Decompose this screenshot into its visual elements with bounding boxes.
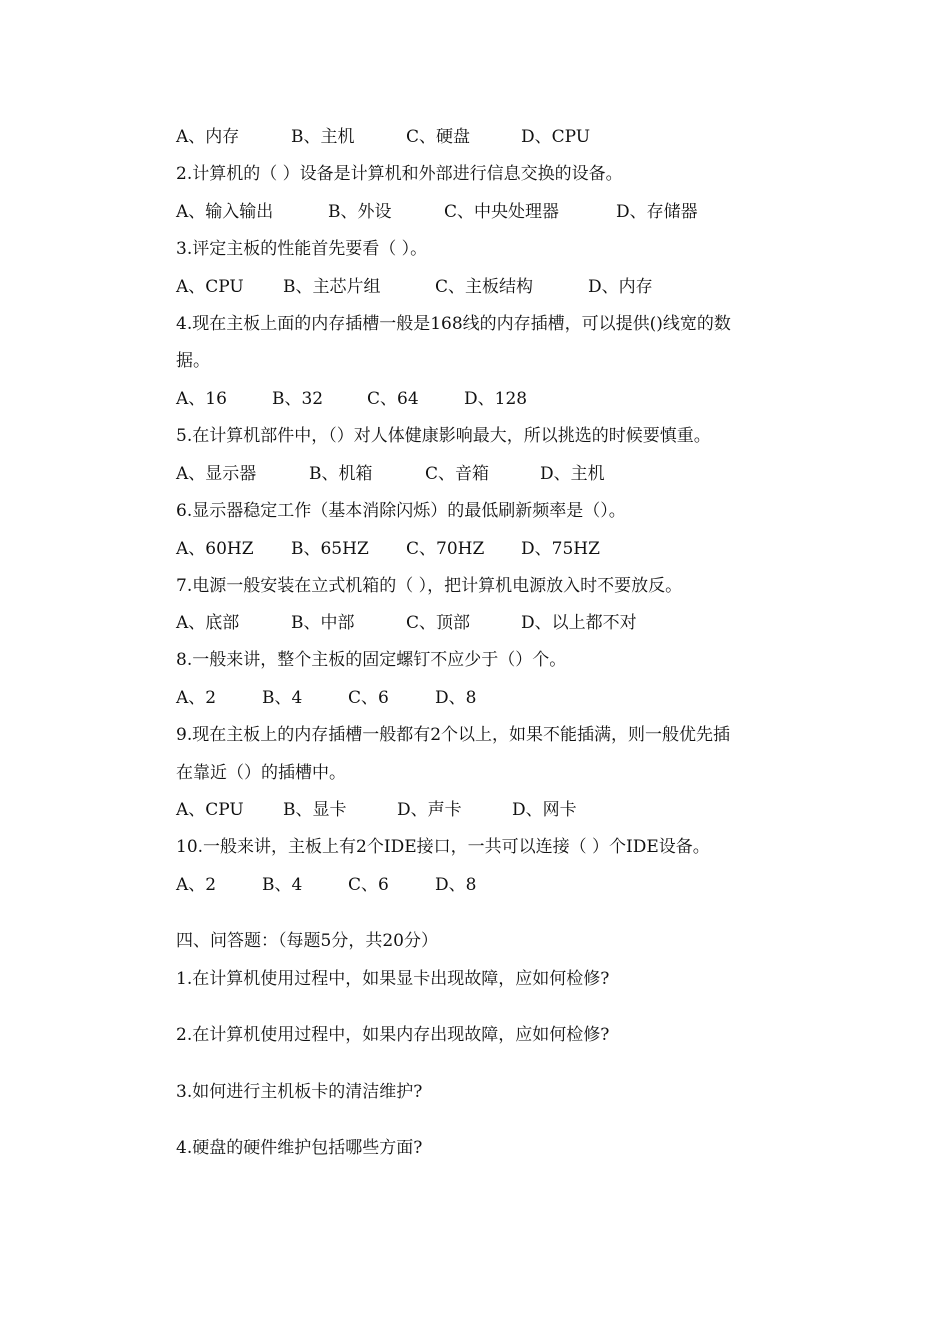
- q10-option-d: D、8: [435, 875, 477, 895]
- q5-options: [176, 459, 826, 489]
- q3-question: 3.评定主板的性能首先要看（ ）。: [176, 239, 428, 259]
- q8-question: 8.一般来讲，整个主板的固定螺钉不应少于（）个。: [176, 650, 567, 670]
- q7-option-a: A、底部: [176, 613, 240, 633]
- q3-options: [176, 272, 826, 302]
- q9-option-c: D、声卡: [397, 800, 462, 820]
- q10-option-c: C、6: [348, 875, 389, 895]
- q4-options: [176, 384, 826, 414]
- q8-options: [176, 683, 826, 713]
- q7-option-c: C、顶部: [406, 613, 471, 633]
- q6-option-a: A、60HZ: [176, 539, 254, 559]
- q4-option-d: D、128: [464, 389, 528, 409]
- section4-question-4: 4.硬盘的硬件维护包括哪些方面?: [176, 1138, 423, 1158]
- q2-option-b: B、外设: [328, 202, 392, 222]
- q8-option-c: C、6: [348, 688, 389, 708]
- q2-option-a: A、输入输出: [176, 202, 274, 222]
- q6-options: [176, 534, 826, 564]
- q5-question: 5.在计算机部件中，（）对人体健康影响最大，所以挑选的时候要慎重。: [176, 426, 711, 446]
- q9-options: [176, 795, 826, 825]
- q8-option-d: D、8: [435, 688, 477, 708]
- q4-option-b: B、32: [272, 389, 324, 409]
- q2-question: 2.计算机的（ ）设备是计算机和外部进行信息交换的设备。: [176, 164, 623, 184]
- q2-option-c: C、中央处理器: [444, 202, 560, 222]
- q2-option-d: D、存储器: [616, 202, 698, 222]
- section4-question-3: 3.如何进行主机板卡的清洁维护?: [176, 1082, 423, 1102]
- q7-option-d: D、以上都不对: [521, 613, 637, 633]
- q9-option-b: B、显卡: [283, 800, 347, 820]
- q6-question: 6.显示器稳定工作（基本消除闪烁）的最低刷新频率是（）。: [176, 501, 626, 521]
- q4-question-line1: 4.现在主板上面的内存插槽一般是168线的内存插槽，可以提供()线宽的数: [176, 314, 731, 334]
- q10-option-b: B、4: [262, 875, 303, 895]
- section4-question-1: 1.在计算机使用过程中，如果显卡出现故障，应如何检修?: [176, 969, 610, 989]
- q3-option-c: C、主板结构: [435, 277, 534, 297]
- q2-options: [176, 197, 826, 227]
- q10-option-a: A、2: [176, 875, 217, 895]
- q3-option-b: B、主芯片组: [283, 277, 381, 297]
- q4-option-a: A、16: [176, 389, 227, 409]
- q6-option-c: C、70HZ: [406, 539, 485, 559]
- q6-option-d: D、75HZ: [521, 539, 600, 559]
- q5-option-c: C、音箱: [425, 464, 490, 484]
- q1-option-b: B、主机: [291, 127, 355, 147]
- q7-option-b: B、中部: [291, 613, 355, 633]
- q1-option-c: C、硬盘: [406, 127, 471, 147]
- q8-option-b: B、4: [262, 688, 303, 708]
- q1-options: [176, 122, 826, 152]
- q9-question-line2: 在靠近（）的插槽中。: [176, 763, 346, 783]
- q10-options: [176, 870, 826, 900]
- q9-question-line1: 9.现在主板上的内存插槽一般都有2个以上，如果不能插满，则一般优先插: [176, 725, 731, 745]
- q5-option-b: B、机箱: [309, 464, 373, 484]
- q7-options: [176, 608, 826, 638]
- section4-heading: 四、问答题：（每题5分，共20分）: [176, 931, 438, 951]
- q1-option-d: D、CPU: [521, 127, 591, 147]
- q3-option-a: A、CPU: [176, 277, 244, 297]
- q6-option-b: B、65HZ: [291, 539, 369, 559]
- q9-option-a: A、CPU: [176, 800, 244, 820]
- section4-question-2: 2.在计算机使用过程中，如果内存出现故障，应如何检修?: [176, 1025, 610, 1045]
- q7-question: 7.电源一般安装在立式机箱的（ ），把计算机电源放入时不要放反。: [176, 576, 683, 596]
- q5-option-a: A、显示器: [176, 464, 257, 484]
- q10-question: 10.一般来讲，主板上有2个IDE接口，一共可以连接（ ）个IDE设备。: [176, 837, 710, 857]
- q3-option-d: D、内存: [588, 277, 653, 297]
- q4-option-c: C、64: [367, 389, 419, 409]
- q1-option-a: A、内存: [176, 127, 240, 147]
- q9-option-d: D、网卡: [512, 800, 577, 820]
- q4-question-line2: 据。: [176, 351, 210, 371]
- q8-option-a: A、2: [176, 688, 217, 708]
- q5-option-d: D、主机: [540, 464, 605, 484]
